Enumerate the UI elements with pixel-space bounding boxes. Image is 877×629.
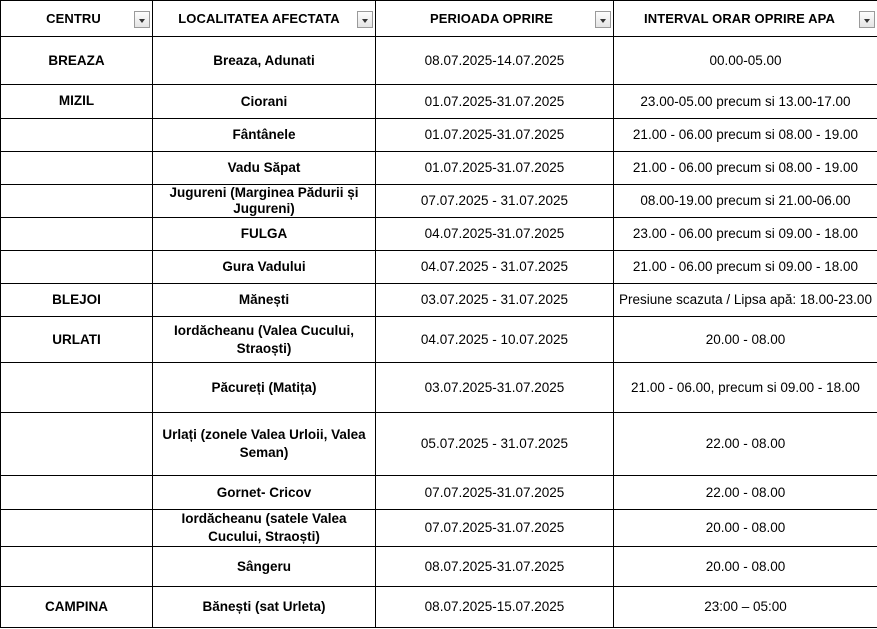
interval-cell: 21.00 - 06.00 precum si 09.00 - 18.00 <box>614 251 877 284</box>
localitate-cell: Breaza, Adunati <box>153 37 376 85</box>
localitate-cell: Gornet- Cricov <box>153 476 376 510</box>
interval-cell: 00.00-05.00 <box>614 37 877 85</box>
centru-cell: MIZIL <box>1 85 153 119</box>
centru-cell <box>1 476 153 510</box>
filter-dropdown-icon[interactable] <box>595 11 611 28</box>
perioada-cell: 07.07.2025-31.07.2025 <box>376 510 614 547</box>
table-row <box>1 37 877 85</box>
centru-cell <box>1 251 153 284</box>
perioada-cell: 01.07.2025-31.07.2025 <box>376 152 614 185</box>
table-row <box>1 251 877 284</box>
perioada-cell: 04.07.2025-31.07.2025 <box>376 218 614 251</box>
table-row <box>1 587 877 628</box>
header-centru <box>1 1 153 37</box>
table-row <box>1 218 877 251</box>
table-row <box>1 185 877 218</box>
interval-cell: 23.00 - 06.00 precum si 09.00 - 18.00 <box>614 218 877 251</box>
interval-cell: 21.00 - 06.00 precum si 08.00 - 19.00 <box>614 119 877 152</box>
interval-cell: 21.00 - 06.00, precum si 09.00 - 18.00 <box>614 363 877 413</box>
interval-cell: 08.00-19.00 precum si 21.00-06.00 <box>614 185 877 218</box>
header-interval <box>614 1 877 37</box>
interval-cell: Presiune scazuta / Lipsa apă: 18.00-23.00 <box>614 284 877 317</box>
header-localitate-label: LOCALITATEA AFECTATA <box>178 10 340 26</box>
centru-cell: BLEJOI <box>1 284 153 317</box>
centru-cell: URLATI <box>1 317 153 363</box>
localitate-cell: Bănești (sat Urleta) <box>153 587 376 628</box>
localitate-cell: Ciorani <box>153 85 376 119</box>
header-localitate <box>153 1 376 37</box>
interval-cell: 22.00 - 08.00 <box>614 476 877 510</box>
localitate-cell: Sângeru <box>153 547 376 587</box>
header-centru-label: CENTRU <box>46 10 101 26</box>
centru-cell: CAMPINA <box>1 587 153 628</box>
filter-dropdown-icon[interactable] <box>134 11 150 28</box>
interval-cell: 23:00 – 05:00 <box>614 587 877 628</box>
perioada-cell: 07.07.2025-31.07.2025 <box>376 476 614 510</box>
table-row <box>1 152 877 185</box>
centru-cell <box>1 185 153 218</box>
interval-cell: 21.00 - 06.00 precum si 08.00 - 19.00 <box>614 152 877 185</box>
localitate-cell: Păcureți (Matița) <box>153 363 376 413</box>
perioada-cell: 08.07.2025-15.07.2025 <box>376 587 614 628</box>
table-row <box>1 547 877 587</box>
localitate-cell: Gura Vadului <box>153 251 376 284</box>
perioada-cell: 08.07.2025-31.07.2025 <box>376 547 614 587</box>
centru-cell <box>1 218 153 251</box>
centru-cell <box>1 152 153 185</box>
interval-cell: 23.00-05.00 precum si 13.00-17.00 <box>614 85 877 119</box>
localitate-cell: Mănești <box>153 284 376 317</box>
table-row <box>1 85 877 119</box>
interval-cell: 20.00 - 08.00 <box>614 547 877 587</box>
localitate-cell: Iordăcheanu (satele Valea Cucului, Straoști) <box>153 510 376 547</box>
header-interval-label: INTERVAL ORAR OPRIRE APA <box>644 10 835 26</box>
centru-cell <box>1 413 153 476</box>
header-perioada <box>376 1 614 37</box>
header-row <box>1 1 877 37</box>
header-perioada-label: PERIOADA OPRIRE <box>429 10 554 26</box>
perioada-cell: 03.07.2025-31.07.2025 <box>376 363 614 413</box>
perioada-cell: 01.07.2025-31.07.2025 <box>376 119 614 152</box>
localitate-cell: Iordăcheanu (Valea Cucului, Straoști) <box>153 317 376 363</box>
centru-cell <box>1 119 153 152</box>
table-row <box>1 363 877 413</box>
localitate-cell: Fântânele <box>153 119 376 152</box>
centru-cell <box>1 510 153 547</box>
perioada-cell: 07.07.2025 - 31.07.2025 <box>376 185 614 218</box>
table-row <box>1 413 877 476</box>
table-row <box>1 284 877 317</box>
table-row <box>1 510 877 547</box>
perioada-cell: 03.07.2025 - 31.07.2025 <box>376 284 614 317</box>
table-row <box>1 119 877 152</box>
perioada-cell: 01.07.2025-31.07.2025 <box>376 85 614 119</box>
filter-dropdown-icon[interactable] <box>859 11 875 28</box>
interval-cell: 22.00 - 08.00 <box>614 413 877 476</box>
centru-cell: BREAZA <box>1 37 153 85</box>
perioada-cell: 05.07.2025 - 31.07.2025 <box>376 413 614 476</box>
perioada-cell: 04.07.2025 - 31.07.2025 <box>376 251 614 284</box>
interval-cell: 20.00 - 08.00 <box>614 317 877 363</box>
perioada-cell: 04.07.2025 - 10.07.2025 <box>376 317 614 363</box>
centru-cell <box>1 363 153 413</box>
localitate-cell: Urlați (zonele Valea Urloii, Valea Seman) <box>153 413 376 476</box>
interval-cell: 20.00 - 08.00 <box>614 510 877 547</box>
table-row <box>1 476 877 510</box>
localitate-cell: FULGA <box>153 218 376 251</box>
table-row <box>1 317 877 363</box>
localitate-cell: Vadu Săpat <box>153 152 376 185</box>
perioada-cell: 08.07.2025-14.07.2025 <box>376 37 614 85</box>
filter-dropdown-icon[interactable] <box>357 11 373 28</box>
centru-cell <box>1 547 153 587</box>
localitate-cell: Jugureni (Marginea Pădurii și Jugureni) <box>153 185 376 218</box>
